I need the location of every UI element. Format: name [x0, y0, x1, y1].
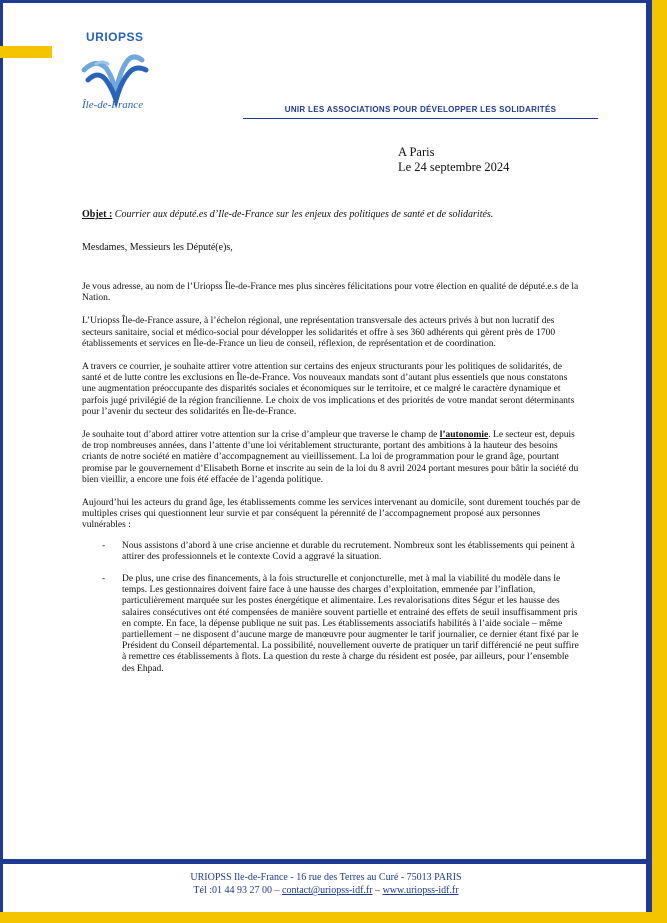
paragraph-organisation: L’Uriopss Île-de-France assure, à l’échelon régional, une représentation transversale des acteurs privés à but non lucratif des secteurs sanitaire, social et médico-social pour développer les solidarités et offre à ses 360 adhérents qui gèrent près de 1700 établissements et services en Île-de-France un lieu de conseil, réflexion, de représentation et de coordination. [82, 316, 556, 349]
footer-email-link[interactable]: contact@uriopss-idf.fr [282, 885, 373, 896]
tagline-underline [243, 118, 598, 119]
footer-address: URIOPSS Ile-de-France - 16 rue des Terres au Curé - 75013 PARIS [190, 872, 462, 883]
top-border-line [0, 0, 667, 3]
footer-divider-line [0, 859, 652, 864]
list-item [82, 574, 582, 675]
list-item-text: De plus, une crise des financements, à la fois structurelle et conjoncturelle, met à mal la viabilité du modèle dans le temps. Les gestionnaires doivent faire face à une hausse des charges d’exploitation, emmenée par l’inflation, particulièrement marquée sur les postes énergétique et alimentaire. Les revalorisations dites Ségur et les hausse des salaires consécutives ont été compensées de manière souvent partielle et entrainé des effets de seuil insuffisamment pris en compte. En face, la dépense publique ne suit pas. Les établissements associatifs habilités à l’aide sociale – même partiellement – ne disposent d’aucune marge de manœuvre pour augmenter le tarif journalier, ce dernier étant fixé par le Président du Conseil départemental. La possibilité, nouvellement ouverte de pratiquer un tarif différencié ne peut suffire à remettre ces établissements à flots. La question du reste à charge du résident est posée, par ailleurs, pour l’ensemble des Ehpad. [122, 574, 579, 674]
right-yellow-band [652, 0, 667, 923]
letter-place: A Paris [398, 145, 435, 159]
subject-label: Objet : [82, 209, 113, 220]
list-marker: - [102, 540, 106, 551]
footer-phone: Tél :01 44 93 27 00 – [193, 885, 282, 896]
crisis-list [82, 541, 582, 675]
letter-date: Le 24 septembre 2024 [398, 160, 510, 174]
letter-footer [0, 871, 652, 897]
paragraph-crises: Aujourd’hui les acteurs du grand âge, les établissements comme les services intervenant au domicile, sont durement touchés par de multiples crises qui questionnent leur survie et par conséquent la pérennité de l’accompagnement proposé aux personnes vulnérables : [82, 498, 581, 531]
list-item [82, 541, 582, 563]
letter-salutation: Mesdames, Messieurs les Député(e)s, [82, 242, 233, 253]
logo-wordmark: URIOPSS [86, 30, 144, 44]
letter-body [82, 282, 582, 686]
yellow-accent-stripe [0, 46, 52, 58]
autonomy-keyword: l’autonomie [439, 430, 489, 441]
footer-contact-line [0, 884, 652, 897]
paragraph-congratulations: Je vous adresse, au nom de l’Uriopss Île-de-France mes plus sincères félicitations pour votre élection en qualité de député.e.s de la Nation. [82, 282, 579, 304]
letter-subject [82, 208, 493, 221]
subject-text: Courrier aux député.es d’Ile-de-France sur les enjeux des politiques de santé et de solidarités. [114, 209, 494, 220]
paragraph-autonomy [82, 430, 582, 486]
autonomy-intro: Je souhaite tout d’abord attirer votre attention sur la crise d’ampleur que traverse le champ de [82, 430, 440, 441]
bottom-yellow-band [0, 912, 667, 923]
footer-website-link[interactable]: www.uriopss-idf.fr [382, 885, 459, 896]
logo-region-label: Île-de-France [82, 99, 144, 111]
paragraph-context: A travers ce courrier, je souhaite attirer votre attention sur certains des enjeux structurants pour les politiques de solidarités, de santé et de lutte contre les exclusions en Île-de-France. Vos nouveaux mandats sont d’autant plus essentiels que nous constatons une augmentation préoccupante des disparités sociales et économiques sur le territoire, et ce malgré le caractère dynamique et parfois jugé privilégié de la région francilienne. Le choix de vos implications et des priorités de votre mandat seront déterminants pour l’avenir du secteur des solidarités en Île-de-France. [82, 362, 575, 417]
right-border-line [646, 0, 652, 923]
list-marker: - [102, 574, 106, 585]
left-border-line [0, 0, 3, 923]
footer-separator: – [372, 885, 383, 896]
date-block [398, 145, 509, 175]
header-tagline: UNIR LES ASSOCIATIONS POUR DÉVELOPPER LES SOLIDARITÉS [284, 105, 557, 114]
autonomy-rest: . Le secteur est, depuis de trop nombreuses années, dans l’attente d’une loi véritablement structurante, portant des ambitions à la hauteur des besoins criants de notre société en matière d’accompagnement au vieillissement. La loi de programmation pour le grand âge, pourtant promise par le gouvernement d’Elisabeth Borne et inscrite au sein de la loi du 8 avril 2024 portant mesures pour bâtir la société du bien vieillir, a encore une fois été effacée de l’agenda politique. [82, 430, 579, 485]
list-item-text: Nous assistons d’abord à une crise ancienne et durable du recrutement. Nombreux sont les établissements qui peinent à attirer des professionnels et le contexte Covid a aggravé la situation. [122, 540, 575, 562]
